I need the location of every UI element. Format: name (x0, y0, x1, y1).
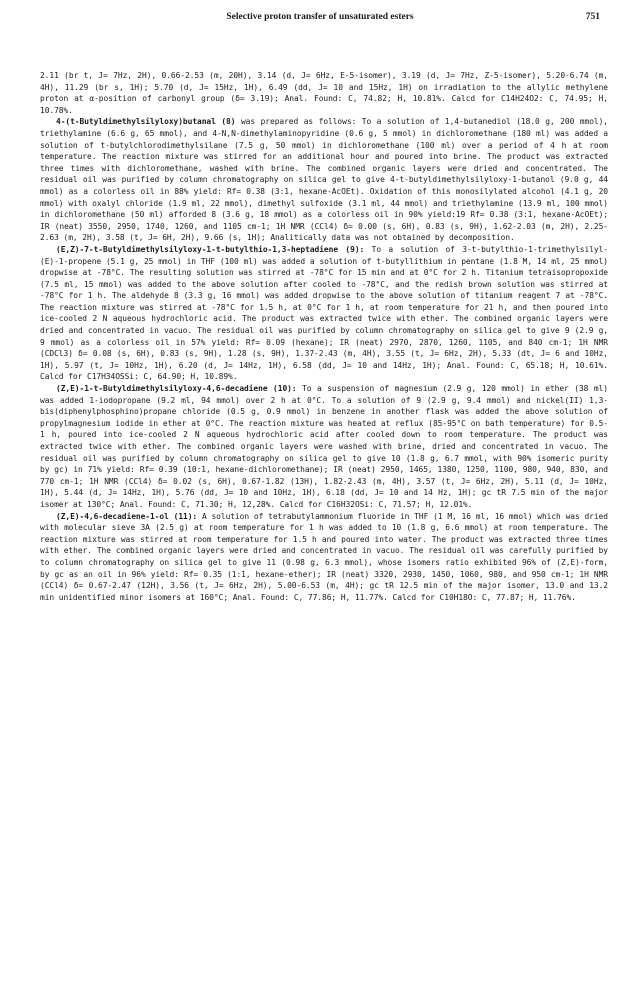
page-number: 751 (585, 12, 600, 22)
running-title: Selective proton transfer of unsaturated esters (226, 12, 414, 22)
paragraph-nmr-data (40, 70, 608, 116)
paragraph-text: To a suspension of magnesium (2.9 g, 120 mmol) in ether (38 ml) was added 1-iodopropane (9.2 ml, 94 mmol) over 2 h at 0°C. To a solution of 9 (2.9 g, 9.4 mmol) and nickel(II) 1,3-bis(diphenylphosphino)propane chloride (0.5 g, 0.9 mmol) in benzene in another flask was added the above solution of propylmagnesium iodide in ether at 0°C. The reaction mixture was heated at reflux (85-95°C on bath temperature) for 0.5-1 h, poured into ice-cooled 2 N aqueous hydrochloric acid after cooled down to room temperature. The product was extracted twice with ether. The combined organic layers were washed with brine, dried and concentrated in vacuo. The residual oil was purified by column chromatography on silica gel to give 10 (1.8 g, 6.7 mmol, with 90% isomeric purity by gc) in 71% yield: Rf= 0.39 (10:1, hexane-dichloromethane); IR (neat) 2950, 1465, 1380, 1250, 1100, 980, 940, 830, and 770 cm-1; 1H NMR (CCl4) δ= 0.02 (s, 6H), 0.67-1.82 (13H), 1.82-2.43 (m, 4H), 3.57 (t, J= 6Hz, 2H), 5.11 (d, J= 10Hz, 1H), 5.44 (d, J= 14Hz, 1H), 5.76 (dd, J= 10 and 10Hz, 1H), 6.18 (dd, J= 10 and 14 Hz, 1H); gc tR 7.5 min of the major isomer at 130°C; Anal. Found: C, 71.30; H, 12,28%. Calcd for C16H32OSi: C, 71.57; H, 12.01%. (40, 384, 608, 509)
paragraph-text: To a solution of 3-t-butylthio-1-trimethylsilyl-(E)-1-propene (5.1 g, 25 mmol) in THF (100 ml) was added a solution of t-butyllithium in pentane (1.8 M, 14 ml, 25 mmol) dropwise at -78°C. The resulting solution was stirred at -78°C for 15 min and at 0°C for 2 h. Titanium tetraisopropoxide (7.5 ml, 15 mmol) was added to the above solution after cooled to -78°C, and the redish brown solution was stirred at -78°C for 1 h. The aldehyde 8 (3.3 g, 16 mmol) was added dropwise to the above solution of titanium reagent 7 at -78°C. The reaction mixture was stirred at -78°C for 1.5 h, at 0°C for 1 h, at room temperature for 21 h, and then poured into ice-cooled 2 N aqueous hydrochloric acid. The product was extracted twice with ether. The combined organic layers were dried and concentrated in vacuo. The residual oil was purified by column chromatography on silica gel to give 9 (2.9 g, 9 mmol) as a colorless oil in 57% yield: Rf= 0.09 (hexane); IR (neat) 2970, 2870, 1260, 1105, and 840 cm-1; 1H NMR (CDCl3) δ= 0.08 (s, 6H), 0.83 (s, 9H), 1.28 (s, 9H), 1.37-2.43 (m, 4H), 3.55 (t, J= 6Hz, 2H), 5.33 (dt, J= 6 and 10Hz, 1H), 5.97 (t, J= 10Hz, 1H), 6.20 (d, J= 14Hz, 1H), 6.58 (dd, J= 10 and 14Hz, 1H); Anal. Found: C, 65.18; H, 10.61%. Calcd for C17H34OSSi: C, 64.90; H, 10.89%. (40, 244, 608, 382)
compound-name: 4-(t-Butyldimethylsilyloxy)butanal (8) (56, 117, 236, 127)
compound-name: (E,Z)-7-t-Butyldimethylsilyloxy-1-t-butylthio-1,3-heptadiene (9): (56, 244, 365, 254)
compound-name: (Z,E)-1-t-Butyldimethylsilyloxy-4,6-decadiene (10): (56, 384, 297, 394)
paragraph-text: 2.11 (br t, J= 7Hz, 2H), 0.66-2.53 (m, 20H), 3.14 (d, J= 6Hz, E-5-isomer), 3.19 (d, J= 7Hz, Z-5-isomer), 5.20-6.74 (m, 4H), 11.29 (br s, 1H); 5.70 (d, J= 15Hz, 1H), 6.49 (dd, J= 10 and 15Hz, 1H) on irradiation to the allylic methylene proton at α-position of carbonyl group (δ= 3.19); Anal. Found: C, 74.82; H, 10.81%. Calcd for C14H24O2: C, 74.95; H, 10.78%. (40, 71, 608, 115)
experimental-text (40, 70, 608, 603)
paragraph-decadienol-prep (40, 511, 608, 604)
page-header (40, 10, 600, 30)
compound-name: (Z,E)-4,6-decadiene-1-ol (11): (56, 511, 198, 521)
paragraph-butanal-prep (40, 116, 608, 244)
paragraph-decadiene-prep (40, 383, 608, 511)
paragraph-heptadiene-prep (40, 244, 608, 383)
paragraph-text: A solution of tetrabutylammonium fluoride in THF (1 M, 16 ml, 16 mmol) which was dried with molecular sieve 3A (2.5 g) at room temperature for 1 h was added to 10 (1.8 g, 6.6 mmol) at room temperature. The reaction mixture was stirred at room temperature for 1.5 h and poured into water. The product was extracted three times with ether. The combined organic layers were dried and concentrated in vacuo. The residual oil was carefully purified by to column chromatography on silica gel to give 11 (0.98 g, 6.3 mmol), whose isomers ratio exhibited 96% of (Z,E)-form, by gc as an oil in 96% yield: Rf= 0.35 (1:1, hexane-ether); IR (neat) 3320, 2930, 1450, 1060, 980, and 950 cm-1; 1H NMR (CCl4) δ= 0.67-2.47 (12H), 3.56 (t, J= 6Hz, 2H), 5.00-6.53 (m, 4H); gc tR 12.5 min of the major isomer, 13.0 and 13.2 min unidentified minor isomers at 160°C; Anal. Found: C, 77.86; H, 11.77%. Calcd for C10H18O: C, 77.87; H, 11.76%. (40, 511, 608, 602)
paragraph-text: was prepared as follows: To a solution of 1,4-butanediol (18.0 g, 200 mmol), triethylamine (6.6 g, 65 mmol), and 4-N,N-dimethylaminopyridine (0.6 g, 5 mmol) in dichloromethane (180 ml) was added a solution of t-butylchlorodimethylsilane (7.5 g, 50 mmol) in dichloromethane (100 ml) over a period of 4 h at room temperature. The reaction mixture was stirred for an additional hour and poured into brine. The product was extracted three times with dichloromethane, washed with brine. The combined organic layers were dried and concentrated. The residual oil was purified by column chromatography on silica gel to give 4-t-butyldimethylsilyloxy-1-butanol (9.0 g, 44 mmol) as a colorless oil in 88% yield: Rf= 0.38 (3:1, hexane-AcOEt). Oxidation of this monosilylated alcohol (4.1 g, 20 mmol) with oxalyl chloride (1.9 ml, 22 mmol), dimethyl sulfoxide (3.1 ml, 44 mmol) and triethylamine (13.9 ml, 100 mmol) in dichloromethane (50 ml) afforded 8 (3.6 g, 18 mmol) as a colorless oil in 90% yield:19 Rf= 0.38 (3:1, hexane-AcOEt); IR (neat) 3550, 2950, 1740, 1260, and 1105 cm-1; 1H NMR (CCl4) δ= 0.00 (s, 6H), 0.83 (s, 9H), 1.62-2.03 (m, 2H), 2.25-2.63 (m, 2H), 3.58 (t, J= 6H, 2H), 9.66 (s, 1H); Analitically data was not obtained by decomposition. (40, 117, 609, 243)
